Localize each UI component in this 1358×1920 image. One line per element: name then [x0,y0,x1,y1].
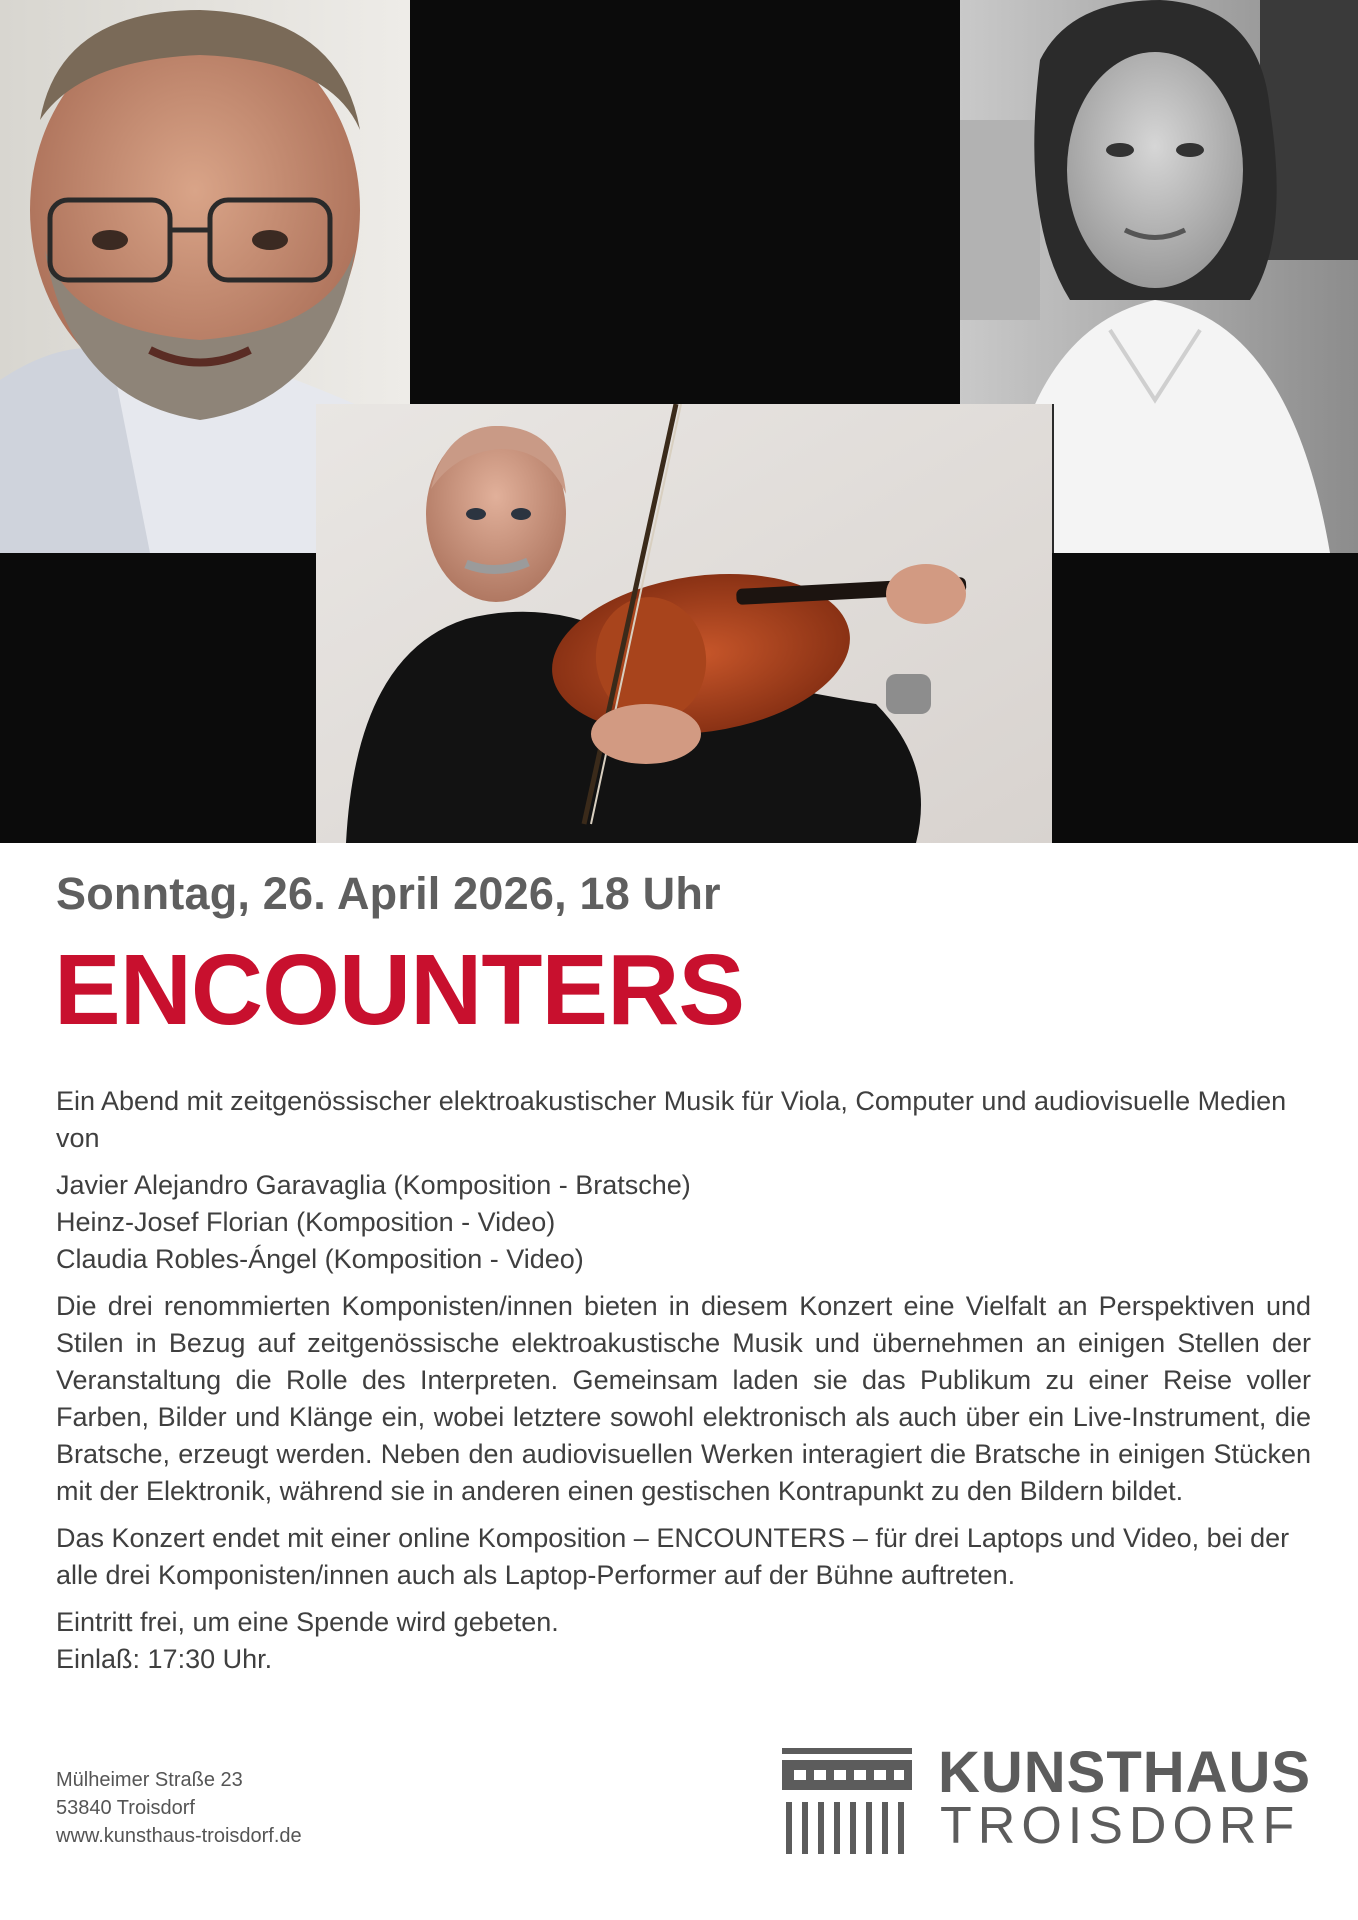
performer-item: Claudia Robles-Ángel (Komposition - Video) [56,1244,584,1274]
intro-text: Ein Abend mit zeitgenössischer elektroakustischer Musik für Viola, Computer und audiovisuelle Medien von [56,1086,1287,1153]
performer-list [56,1167,1311,1278]
admission-text: Eintritt frei, um eine Spende wird gebeten. [56,1607,559,1637]
finale-text: Das Konzert endet mit einer online Komposition – ENCOUNTERS – für drei Laptops und Video, bei der alle drei Komponisten/innen auch als Laptop-Performer auf der Bühne auftreten. [56,1523,1290,1590]
logo-line1: KUNSTHAUS [938,1740,1312,1805]
address-city: 53840 Troisdorf [56,1797,195,1819]
website-link[interactable]: www.kunsthaus-troisdorf.de [56,1825,302,1847]
building-icon [782,1748,912,1854]
description-text: Die drei renommierten Komponisten/innen bieten in diesem Konzert eine Vielfalt an Perspektiven und Stilen in Bezug auf zeitgenössische elektroakustische Musik und übernehmen an einigen Stellen der Veranstaltung die Rolle des Interpreten. Gemeinsam laden sie das Publikum zu einer Reise voller Farben, Bilder und Klänge ein, wobei letztere sowohl elektronisch als auch über ein Live-Instrument, die Bratsche, erzeugt werden. Neben den audiovisuellen Werken interagiert die Bratsche in einigen Stücken mit der Elektronik, während sie in anderen einen gestischen Kontrapunkt zu den Bildern bildet. [56,1291,1311,1506]
hero-collage [0,0,1358,843]
event-date: Sonntag, 26. April 2026, 18 Uhr [56,868,721,919]
kunsthaus-logo [782,1740,1312,1855]
venue-address [56,1766,302,1850]
event-description [56,1083,1311,1688]
logo-line2: TROISDORF [940,1797,1301,1855]
admission-info [56,1604,1311,1678]
performer-item: Heinz-Josef Florian (Komposition - Video) [56,1207,556,1237]
doors-text: Einlaß: 17:30 Uhr. [56,1644,273,1674]
photo-violist [316,404,1052,843]
address-street: Mülheimer Straße 23 [56,1769,243,1791]
event-title: ENCOUNTERS [54,934,745,1046]
performer-item: Javier Alejandro Garavaglia (Komposition - Bratsche) [56,1170,691,1200]
